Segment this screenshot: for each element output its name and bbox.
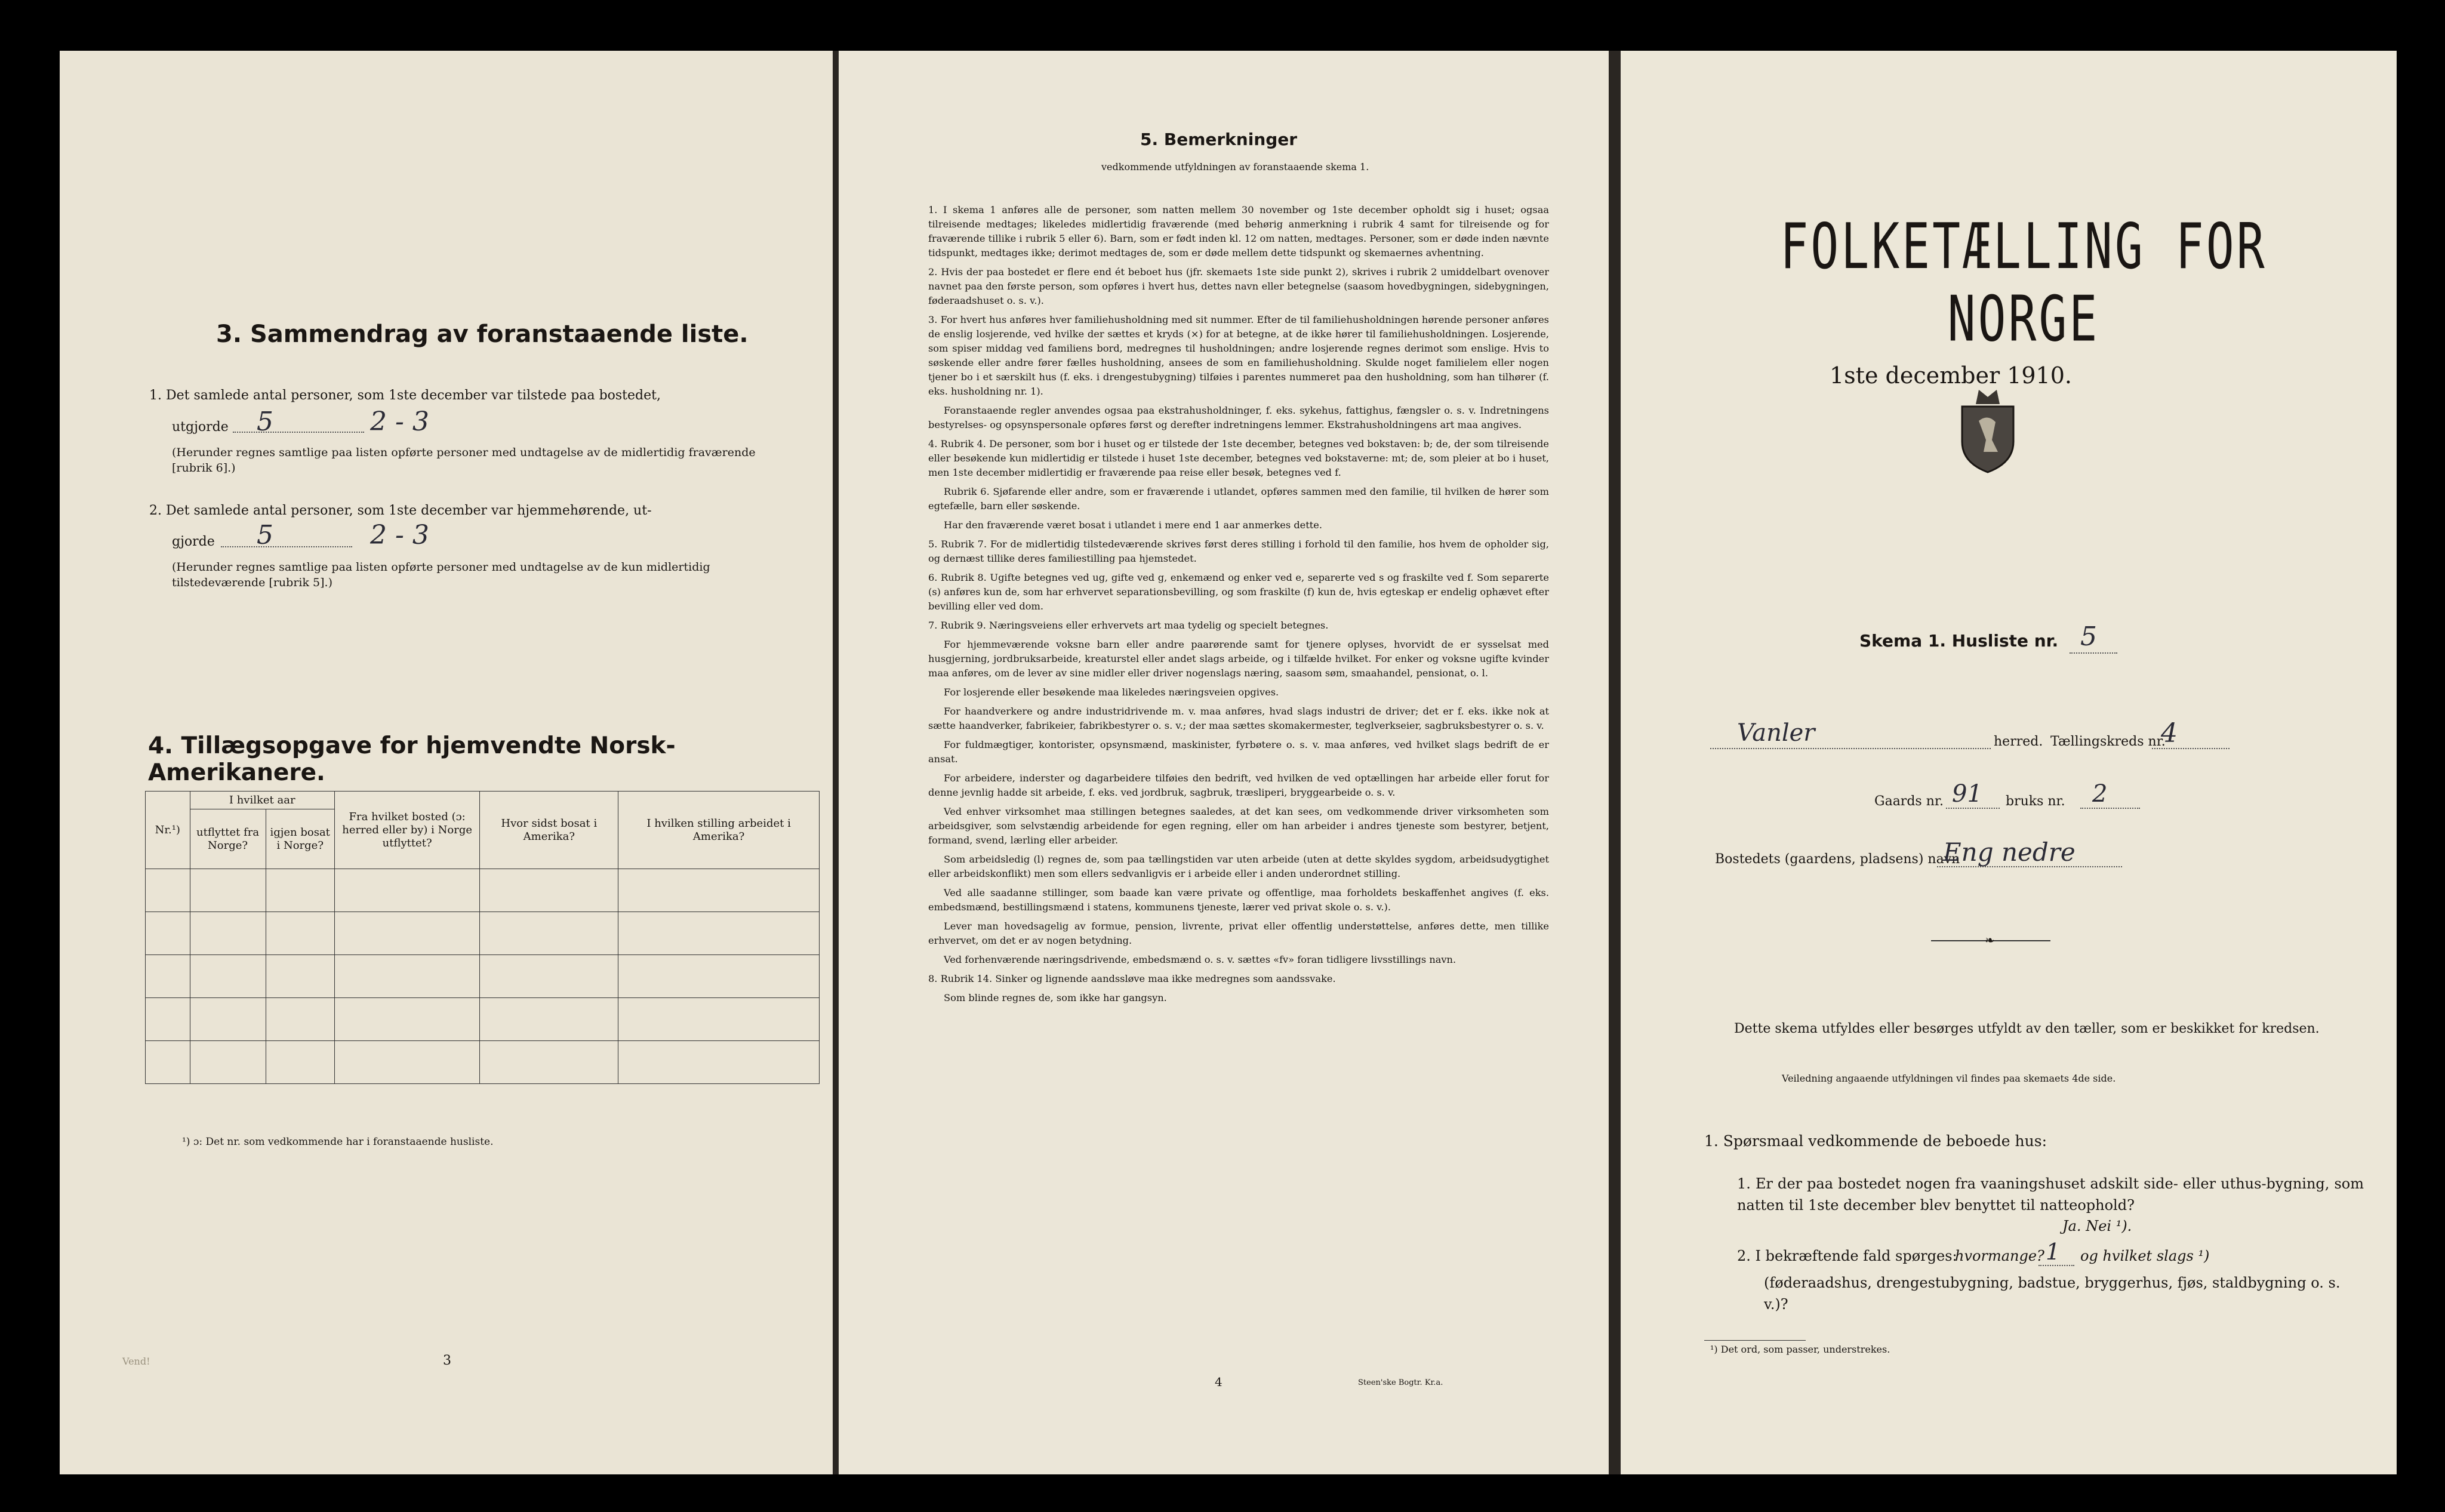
bosted-line <box>1937 866 2122 867</box>
remarks-title: 5. Bemerkninger <box>1140 130 1298 149</box>
page-fold-left <box>833 51 839 1474</box>
question-2-count-line <box>2038 1265 2074 1266</box>
question-2-count-label: hvormange? <box>1955 1248 2044 1264</box>
question-2-kind-label: og hvilket slags ¹) <box>2080 1248 2210 1264</box>
item-2-text: 2. Det samlede antal personer, som 1ste december var hjemmehørende, ut- <box>149 503 652 518</box>
gaard-label: Gaards nr. <box>1874 794 1944 809</box>
margin-stamp: Vend! <box>122 1356 150 1367</box>
col-emigrated: utflyttet fra Norge? <box>190 809 266 869</box>
remark-7j: Lever man hovedsagelig av formue, pension, livrente, privat eller offentlig understøttelse, anføres dette, men tillike erhvervet, om det er av nogen betydning. <box>928 920 1549 946</box>
herred-line <box>1710 748 1991 749</box>
gaard-value: 91 <box>1952 780 1982 808</box>
remark-1: 1. I skema 1 anføres alle de personer, som natten mellem 30 november og 1ste december opholdt sig i huset; ogsaa tilreisende medtages; likeledes midlertidig fraværende (med behørig anmerkning i rubrik 4 samt for tilreisende og for fraværende tillike i rubrik 5 eller 6). Barn, som er født inden kl. 12 om natten, medtages. Personer, som er døde inden nævnte tidspunkt, medtages ikke; derimot medtages de, som er døde mellem dette tidspunkt og skemaernes avhentning. <box>928 204 1549 258</box>
remark-7e: For fuldmægtiger, kontorister, opsynsmænd, maskinister, fyrbøtere o. s. v. maa anføres, ved hvilket slags bedrift de er ansat. <box>928 739 1549 765</box>
remark-7h: Som arbeidsledig (l) regnes de, som paa tællingstiden var uten arbeide (uten at dette skyldes sygdom, arbeidsudygtighet eller arbeidskonflikt) men som ellers sedvanligvis er i arbeide eller i anden underordnet stilling. <box>928 854 1549 879</box>
item-2-hand: 2 - 3 <box>370 520 429 550</box>
question-1-answer: Ja. Nei ¹). <box>2062 1218 2132 1234</box>
table-row <box>146 1041 820 1084</box>
remark-7c: For losjerende eller besøkende maa likeledes næringsveien opgives. <box>944 686 1279 698</box>
bosted-label: Bostedets (gaardens, pladsens) navn <box>1715 852 1960 867</box>
page-3 <box>60 51 833 1474</box>
gaard-line <box>1946 808 2000 809</box>
norsk-amerikanere-table <box>145 791 820 1084</box>
printer-mark: Steen'ske Bogtr. Kr.a. <box>1358 1378 1443 1387</box>
kreds-line <box>2152 748 2230 749</box>
col-last-residence: Hvor sidst bosat i Amerika? <box>480 792 618 869</box>
bruk-label: bruks nr. <box>2006 794 2065 809</box>
item-1-note: (Herunder regnes samtlige paa listen opførte personer med undtagelse av de midlertidig fraværende [rubrik 6].) <box>172 446 756 475</box>
question-2-options: (føderaadshus, drengestubygning, badstue, bryggerhus, fjøs, staldbygning o. s. v.)? <box>1764 1274 2341 1313</box>
kreds-value: 4 <box>2161 718 2178 749</box>
guidance-text: Veiledning angaaende utfyldningen vil findes paa skemaets 4de side. <box>1782 1073 2116 1084</box>
remark-7i: Ved alle saadanne stillinger, som baade kan være private og offentlige, maa forholdets beskaffenhet angives (f. eks. embedsmænd, bestillingsmænd i statens, kommunens tjeneste, lærer ved privat skole o. s. v.). <box>928 887 1549 913</box>
remark-2: 2. Hvis der paa bostedet er flere end ét beboet hus (jfr. skemaets 1ste side punkt 2), skrives i rubrik 2 umiddelbart ovenover navnet paa den første person, som opføres i hvert hus, dettes navn eller betegnelse (saasom hovedbygningen, sidebygningen, føderaadshuset o. s. v.). <box>928 266 1549 306</box>
schema-number: 5 <box>2080 621 2097 652</box>
item-2-note: (Herunder regnes samtlige paa listen opførte personer med undtagelse av de kun midlertidig tilstedeværende [rubrik 5].) <box>172 561 710 589</box>
item-2-label: gjorde <box>172 534 215 549</box>
form-title: FOLKETÆLLING FOR NORGE <box>1780 211 2267 356</box>
table-row <box>146 998 820 1041</box>
ornament-icon: ❧ <box>1985 933 1995 947</box>
item-2-value: 5 <box>257 520 273 550</box>
item-2-line <box>221 546 352 547</box>
item-1-text: 1. Det samlede antal personer, som 1ste december var tilstede paa bostedet, <box>149 388 661 403</box>
page-number-4: 4 <box>1215 1375 1222 1389</box>
bruk-line <box>2080 808 2140 809</box>
col-position: I hvilken stilling arbeidet i Amerika? <box>618 792 820 869</box>
bruk-value: 2 <box>2092 780 2108 808</box>
footnote-rule <box>1704 1340 1806 1341</box>
table-row <box>146 912 820 955</box>
kreds-label: Tællingskreds nr. <box>2050 734 2166 749</box>
schema-label: Skema 1. Husliste nr. <box>1859 631 2059 651</box>
herred-label: herred. <box>1994 734 2043 749</box>
item-1-line <box>233 432 364 433</box>
col-nr: Nr.¹) <box>146 792 190 869</box>
remark-3b: Foranstaaende regler anvendes ogsaa paa ekstrahusholdninger, f. eks. sykehus, fattighus, fængsler o. s. v. Indretningens bestyrelses- og opsynspersonale opføres først og derefter indretningens lemmer. Ekstrahusholdningens art maa angives. <box>928 405 1549 430</box>
table-row <box>146 955 820 998</box>
section-3-title: 3. Sammendrag av foranstaaende liste. <box>216 321 749 348</box>
remark-7g: Ved enhver virksomhet maa stillingen betegnes saaledes, at det kan sees, om vedkommende driver virksomheten som arbeidsgiver, som selvstændig arbeidende for egen regning, eller om han arbeider i andres tjeneste som bestyrer, betjent, formand, svend, lærling eller arbeider. <box>928 806 1549 846</box>
remark-3: 3. For hvert hus anføres hver familiehusholdning med sit nummer. Efter de til familiehusholdningen hørende personer anføres de enslig losjerende, ved hvilke der sættes et kryds (×) for at betegne, at de ikke hører til familiehusholdningen. Losjerende, som spiser middag ved familiens bord, medregnes til husholdningen; andre losjerende regnes derimot som enslige. Hvis to søskende eller andre fører fælles husholdning, ansees de som en familiehusholdning. Skulde noget familielem eller nogen tjener bo i et særskilt hus (f. eks. i drengestubygning) tilføies i parentes nummeret paa den husholdning, som han tilhører (f. eks. husholdning nr. 1). <box>928 314 1549 397</box>
remark-7k: Ved forhenværende næringsdrivende, embedsmænd o. s. v. sættes «fv» foran tidligere livsstillings navn. <box>944 954 1456 965</box>
col-year-group: I hvilket aar <box>190 792 334 809</box>
table-row <box>146 869 820 912</box>
col-returned: igjen bosat i Norge? <box>266 809 334 869</box>
census-date: 1ste december 1910. <box>1830 362 2072 389</box>
item-1-hand: 2 - 3 <box>370 407 429 437</box>
remark-4b: Rubrik 6. Sjøfarende eller andre, som er fraværende i utlandet, opføres sammen med den familie, til hvilken de hører som egtefælle, barn eller søskende. <box>928 486 1549 512</box>
page-number-3: 3 <box>443 1353 451 1368</box>
item-1-label: utgjorde <box>172 420 229 435</box>
instruction-text: Dette skema utfyldes eller besørges utfyldt av den tæller, som er beskikket for kredsen. <box>1734 1021 2320 1036</box>
remark-5: 5. Rubrik 7. For de midlertidig tilstedeværende skrives først deres stilling i forhold til den familie, hos hvem de opholder sig, og dernæst tillike deres familiestilling paa hjemstedet. <box>928 538 1549 564</box>
remark-8b: Som blinde regnes de, som ikke har gangsyn. <box>944 992 1167 1003</box>
remarks-body <box>928 203 1549 1010</box>
remark-8: 8. Rubrik 14. Sinker og lignende aandssløve maa ikke medregnes som aandssvake. <box>928 973 1336 984</box>
remark-7d: For haandverkere og andre industridrivende m. v. maa anføres, hvad slags industri de driver; det er f. eks. ikke nok at sætte haandverker, fabrikeier, fabrikbestyrer o. s. v.; der maa sættes skomakermester, teglverkseier, sagbruksbestyrer o. s. v. <box>928 706 1549 731</box>
col-from-place: Fra hvilket bosted (ɔ: herred eller by) i Norge utflyttet? <box>334 792 480 869</box>
section-4-title: 4. Tillægsopgave for hjemvendte Norsk-Amerikanere. <box>148 732 676 786</box>
coat-of-arms-icon <box>1955 385 2021 475</box>
remark-4c: Har den fraværende været bosat i utlandet i mere end 1 aar anmerkes dette. <box>944 519 1322 531</box>
page-4 <box>839 51 1609 1474</box>
page-1 <box>1621 51 2397 1474</box>
bosted-value: Eng nedre <box>1943 837 2076 867</box>
remarks-subtitle: vedkommende utfyldningen av foranstaaende skema 1. <box>1101 161 1369 173</box>
remark-7: 7. Rubrik 9. Næringsveiens eller erhvervets art maa tydelig og specielt betegnes. <box>928 620 1329 631</box>
item-1-value: 5 <box>257 407 273 437</box>
questions-heading: 1. Spørsmaal vedkommende de beboede hus: <box>1704 1132 2047 1150</box>
question-1: 1. Er der paa bostedet nogen fra vaaningshuset adskilt side- eller uthus-bygning, som natten til 1ste december blev benyttet til natteophold? <box>1737 1175 2364 1214</box>
question-2-intro: 2. I bekræftende fald spørges: <box>1737 1248 1957 1264</box>
question-2-count: 1 <box>2046 1239 2061 1265</box>
remark-7b: For hjemmeværende voksne barn eller andre paarørende samt for tjenere oplyses, hvorvidt de er sysselsat med husgjerning, jordbruksarbeide, kreaturstel eller andet slags arbeide, og i tilfælde hvilket. For enker og voksne ugifte kvinder maa anføres, om de lever av sine midler eller driver nogenslags næring, saasom søm, smaahandel, pensionat, o. l. <box>928 639 1549 679</box>
herred-value: Vanler <box>1737 719 1815 747</box>
left-footnote: ¹) ɔ: Det nr. som vedkommende har i foranstaaende husliste. <box>182 1136 494 1148</box>
remark-6: 6. Rubrik 8. Ugifte betegnes ved ug, gifte ved g, enkemænd og enker ved e, separerte ved s og fraskilte ved f. Som separerte (s) anføres kun de, som har erhvervet separationsbevilling, og som fraskilte (f) kun de, hvis egteskap er endelig ophævet efter bevilling eller ved dom. <box>928 572 1549 612</box>
schema-number-line <box>2070 652 2117 654</box>
remark-4: 4. Rubrik 4. De personer, som bor i huset og er tilstede der 1ste december, betegnes ved bokstaven: b; de, der som tilreisende eller besøkende kun midlertidig er tilstede i huset 1ste december, betegnes ved bokstaverne: mt; de, som pleier at bo i huset, men 1ste december midlertidig er fraværende paa reise eller besøk, betegnes ved f. <box>928 438 1549 478</box>
right-footnote: ¹) Det ord, som passer, understrekes. <box>1710 1344 1890 1355</box>
remark-7f: For arbeidere, inderster og dagarbeidere tilføies den bedrift, ved hvilken de ved optællingen har arbeide eller forut for denne jevnlig hadde sit arbeide, f. eks. ved jordbruk, sagbruk, træsliperi, bryggearbeide o. s. v. <box>928 772 1549 798</box>
page-fold-right <box>1609 51 1621 1474</box>
